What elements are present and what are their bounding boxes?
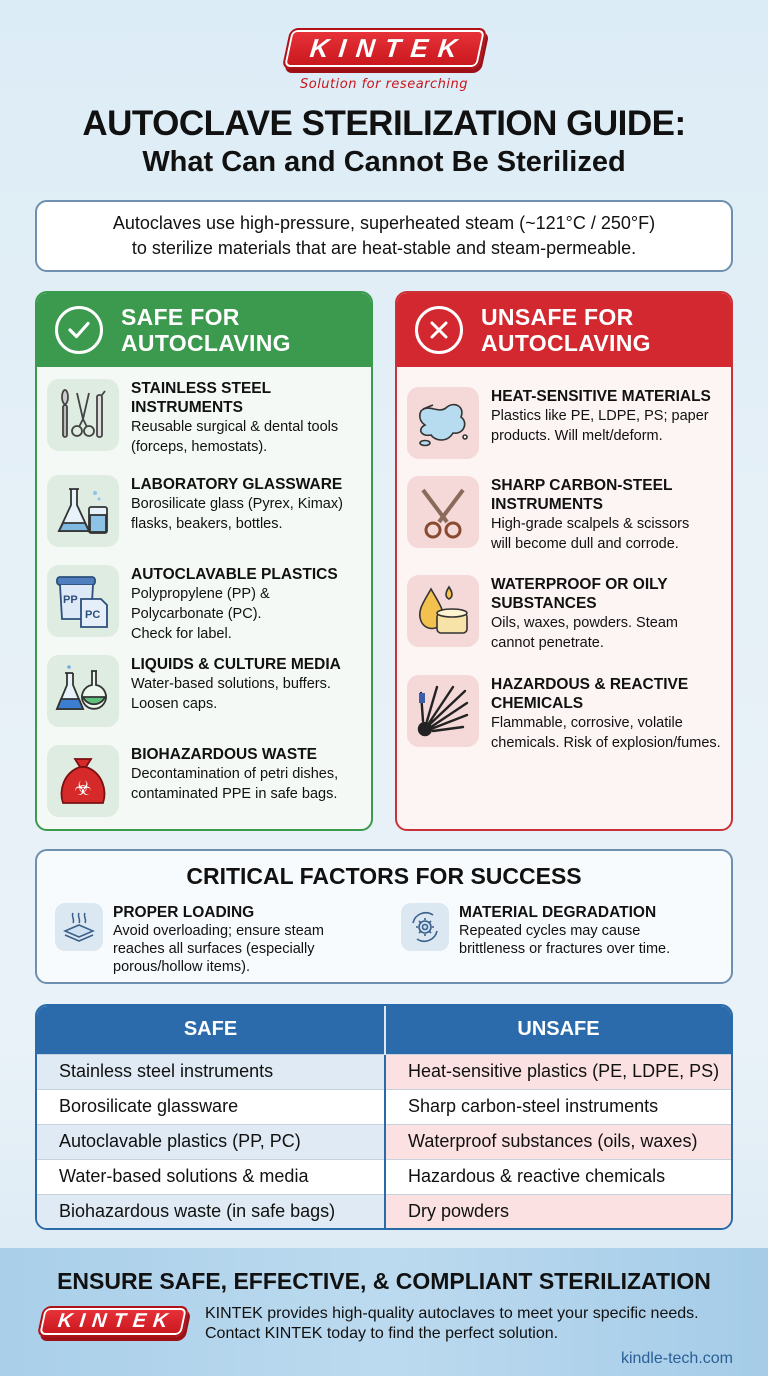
factor-desc: reaches all surfaces (especially: [113, 941, 315, 957]
safe-item-glassware: [47, 475, 343, 547]
intro-box: [35, 200, 733, 272]
col-header-safe: SAFE: [37, 1006, 385, 1054]
check-circle-icon: [55, 306, 103, 354]
biohazard-bag-icon: [47, 745, 119, 817]
safe-cell: Autoclavable plastics (PP, PC): [37, 1124, 385, 1159]
unsafe-item-carbon-steel: [407, 476, 689, 554]
item-desc: Plastics like PE, LDPE, PS; paper: [491, 408, 709, 424]
col-header-unsafe: UNSAFE: [385, 1006, 731, 1054]
safe-item-liquids: [47, 655, 341, 727]
footer-text-line: KINTEK provides high-quality autoclaves to meet your specific needs.: [205, 1305, 699, 1322]
unsafe-item-hazardous: [407, 675, 721, 753]
unsafe-item-heat-sensitive: [407, 387, 711, 459]
surgical-instruments-icon: [47, 379, 119, 451]
intro-line-1: Autoclaves use high-pressure, superheated steam (~121°C / 250°F): [112, 213, 656, 233]
kintek-logo: KINTEK: [37, 1306, 190, 1337]
svg-text:PP: PP: [63, 594, 78, 606]
table-row: [37, 1089, 731, 1124]
item-desc: cannot penetrate.: [491, 635, 604, 651]
item-desc: Decontamination of petri dishes,: [131, 766, 339, 782]
safe-cell: Borosilicate glassware: [37, 1089, 385, 1124]
factor-desc: brittleness or fractures over time.: [459, 941, 671, 957]
item-desc: Polycarbonate (PC).: [131, 606, 262, 622]
steam-layers-icon: [55, 903, 103, 951]
safe-title-2: AUTOCLAVING: [121, 330, 291, 356]
unsafe-cell: Dry powders: [385, 1194, 731, 1229]
kintek-logo: KINTEK: [281, 28, 486, 69]
item-desc: High-grade scalpels & scissors: [491, 516, 690, 532]
factors-title: CRITICAL FACTORS FOR SUCCESS: [186, 863, 582, 889]
item-desc: Reusable surgical & dental tools: [131, 419, 339, 435]
item-title: SHARP CARBON-STEEL: [491, 477, 673, 494]
item-desc: will become dull and corrode.: [491, 536, 679, 552]
item-desc: chemicals. Risk of explosion/fumes.: [491, 735, 721, 751]
item-desc: Loosen caps.: [131, 696, 218, 712]
safe-cell: Stainless steel instruments: [37, 1054, 385, 1089]
item-desc: Oils, waxes, powders. Steam: [491, 615, 678, 631]
unsafe-item-waterproof: [407, 575, 678, 653]
item-desc: contaminated PPE in safe bags.: [131, 786, 338, 802]
table-row: [37, 1159, 731, 1194]
item-title: LABORATORY GLASSWARE: [131, 476, 343, 493]
table-row: [37, 1194, 731, 1229]
flasks-icon: [47, 655, 119, 727]
item-desc: flasks, beakers, bottles.: [131, 516, 283, 532]
page-subtitle: What Can and Cannot Be Sterilized: [142, 146, 626, 178]
item-title: HEAT-SENSITIVE MATERIALS: [491, 388, 711, 405]
critical-factors: [35, 849, 733, 984]
safe-cell: Water-based solutions & media: [37, 1159, 385, 1194]
safe-item-biohazard: [47, 745, 338, 817]
safe-panel-header: [37, 293, 371, 367]
item-title: HAZARDOUS & REACTIVE: [491, 676, 689, 693]
factor-title: MATERIAL DEGRADATION: [459, 904, 657, 921]
table-row: [37, 1054, 731, 1089]
item-title: CHEMICALS: [491, 695, 584, 712]
gear-cycle-icon: [401, 903, 449, 951]
header-logo: [0, 28, 768, 92]
footer-title: ENSURE SAFE, EFFECTIVE, & COMPLIANT STERILIZATION: [57, 1268, 711, 1294]
unsafe-cell: Heat-sensitive plastics (PE, LDPE, PS): [385, 1054, 731, 1089]
intro-line-2: to sterilize materials that are heat-stable and steam-permeable.: [131, 238, 637, 258]
svg-text:PC: PC: [85, 609, 101, 621]
item-title: AUTOCLAVABLE PLASTICS: [131, 566, 338, 583]
melted-plastic-icon: [407, 387, 479, 459]
footer-text: [205, 1304, 699, 1344]
factor-proper-loading: [55, 903, 324, 976]
svg-text:☣: ☣: [74, 778, 92, 800]
explosion-icon: [407, 675, 479, 747]
unsafe-panel-header: [397, 293, 731, 367]
item-title: SUBSTANCES: [491, 595, 597, 612]
item-title: STAINLESS STEEL: [131, 380, 272, 397]
safe-panel: [35, 291, 373, 831]
factor-material-degradation: [401, 903, 670, 958]
item-desc: Flammable, corrosive, volatile: [491, 715, 683, 731]
plastic-container-icon: [47, 565, 119, 637]
item-title: BIOHAZARDOUS WASTE: [131, 746, 317, 763]
footer: [0, 1248, 768, 1376]
footer-text-line: Contact KINTEK today to find the perfect solution.: [205, 1325, 559, 1342]
item-desc: Borosilicate glass (Pyrex, Kimax): [131, 496, 343, 512]
item-title: INSTRUMENTS: [131, 399, 243, 416]
item-title: INSTRUMENTS: [491, 496, 603, 513]
item-title: LIQUIDS & CULTURE MEDIA: [131, 656, 341, 673]
factor-desc: Repeated cycles may cause: [459, 923, 641, 939]
unsafe-panel: [395, 291, 733, 831]
tagline: Solution for researching: [299, 77, 468, 92]
safe-item-plastics: [47, 565, 338, 644]
safe-cell: Biohazardous waste (in safe bags): [37, 1194, 385, 1229]
factor-desc: Avoid overloading; ensure steam: [113, 923, 324, 939]
item-desc: Polypropylene (PP) &: [131, 586, 270, 602]
unsafe-cell: Hazardous & reactive chemicals: [385, 1159, 731, 1194]
page-title: AUTOCLAVE STERILIZATION GUIDE:: [82, 104, 686, 143]
factor-title: PROPER LOADING: [113, 904, 255, 921]
comparison-table: [35, 1004, 733, 1230]
footer-logo: [40, 1306, 186, 1337]
oil-drop-jar-icon: [407, 575, 479, 647]
safe-title-1: SAFE FOR: [121, 304, 240, 330]
website-link[interactable]: kindle-tech.com: [620, 1350, 733, 1367]
factor-desc: porous/hollow items).: [113, 959, 250, 975]
x-circle-icon: [415, 306, 463, 354]
unsafe-cell: Sharp carbon-steel instruments: [385, 1089, 731, 1124]
item-desc: (forceps, hemostats).: [131, 439, 268, 455]
item-desc: Check for label.: [131, 626, 232, 642]
item-title: WATERPROOF OR OILY: [491, 576, 668, 593]
table-row: [37, 1124, 731, 1159]
item-desc: products. Will melt/deform.: [491, 428, 663, 444]
unsafe-cell: Waterproof substances (oils, waxes): [385, 1124, 731, 1159]
unsafe-title-1: UNSAFE FOR: [481, 304, 634, 330]
item-desc: Water-based solutions, buffers.: [131, 676, 331, 692]
unsafe-title-2: AUTOCLAVING: [481, 330, 651, 356]
scissors-icon: [407, 476, 479, 548]
lab-glassware-icon: [47, 475, 119, 547]
safe-item-stainless: [47, 379, 338, 457]
